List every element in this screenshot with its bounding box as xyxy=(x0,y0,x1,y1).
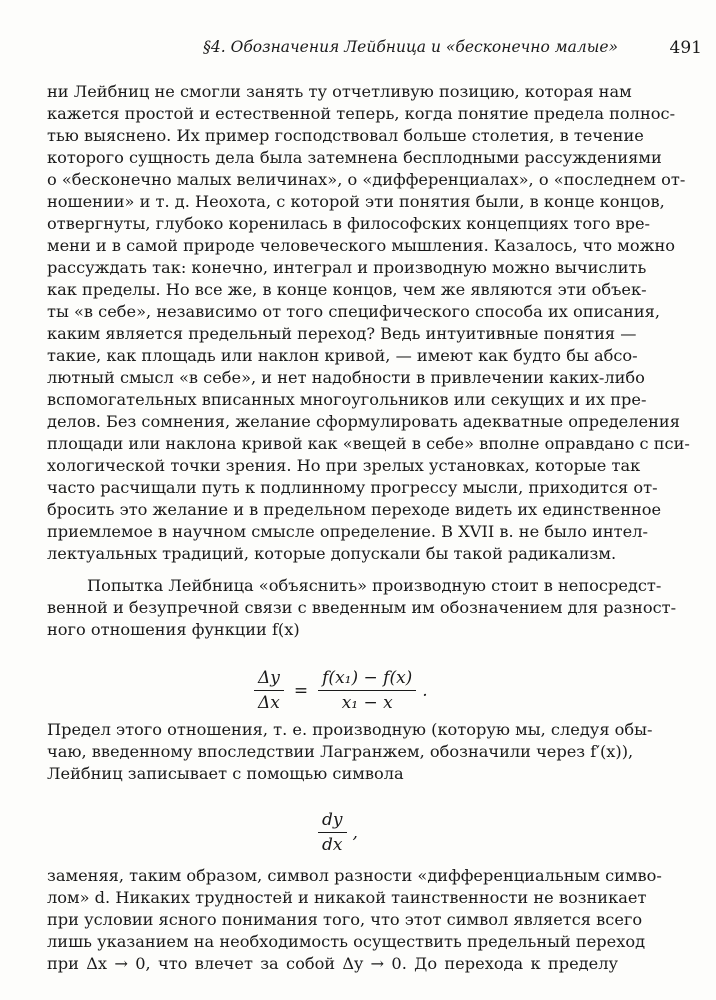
formula-punctuation: , xyxy=(352,822,358,843)
fraction-denominator: dx xyxy=(322,835,343,855)
text-line: мени и в самой природе человеческого мышления. Казалось, что можно xyxy=(47,236,676,255)
text-line: ного отношения функции f(x) xyxy=(47,620,300,639)
text-line: Попытка Лейбница «объяснить» производную стоит в непосредст- xyxy=(87,576,662,595)
text-line: ты «в себе», независимо от того специфического способа их описания, xyxy=(47,302,660,321)
fraction-lhs xyxy=(254,668,284,713)
text-line: такие, как площадь или наклон кривой, — имеют как будто бы абсо- xyxy=(47,346,638,365)
text-line: часто расчищали путь к подлинному прогрессу мысли, приходится от- xyxy=(47,478,658,497)
text-line: которого сущность дела была затемнена бесплодными рассуждениями xyxy=(47,148,662,167)
text-line: чаю, введенному впоследствии Лагранжем, обозначили через f′(x)), xyxy=(47,742,634,761)
text-line: венной и безупречной связи с введенным им обозначением для разност- xyxy=(47,598,677,617)
text-line: отвергнуты, глубоко коренилась в философских концепциях того вре- xyxy=(47,214,651,233)
text-line: лишь указанием на необходимость осуществить предельный переход xyxy=(47,932,646,951)
text-line: кажется простой и естественной теперь, когда понятие предела полнос- xyxy=(47,104,676,123)
fraction-dy-dx xyxy=(318,810,347,855)
running-title: §4. Обозначения Лейбница и «бесконечно малые» xyxy=(203,38,618,56)
text-line: ни Лейбниц не смогли занять ту отчетливую позицию, которая нам xyxy=(47,82,632,101)
fraction-numerator: dy xyxy=(318,810,347,833)
text-line: бросить это желание и в предельном переходе видеть их единственное xyxy=(47,500,662,519)
text-line: лектуальных традиций, которые допускали бы такой радикализм. xyxy=(47,544,617,563)
text-line: хологической точки зрения. Но при зрелых установках, которые так xyxy=(47,456,641,475)
text-line: как пределы. Но все же, в конце концов, чем же являются эти объек- xyxy=(47,280,647,299)
text-line: рассуждать так: конечно, интеграл и производную можно вычислить xyxy=(47,258,647,277)
text-line: Предел этого отношения, т. е. производную (которую мы, следуя обы- xyxy=(47,720,653,739)
text-line: заменяя, таким образом, символ разности «дифференциальным симво- xyxy=(47,866,662,885)
text-line: Лейбниц записывает с помощью символа xyxy=(47,764,404,783)
fraction-numerator: f(x₁) − f(x) xyxy=(318,668,416,691)
running-header xyxy=(148,38,702,58)
text-line: при условии ясного понимания того, что этот символ является всего xyxy=(47,910,643,929)
fraction-denominator: x₁ − x xyxy=(341,693,393,713)
page-number: 491 xyxy=(669,38,702,58)
difference-quotient-formula xyxy=(248,668,428,713)
text-line: лом» d. Никаких трудностей и никакой таинственности не возникает xyxy=(47,888,647,907)
text-line: площади или наклона кривой как «вещей в себе» вполне оправдано с пси- xyxy=(47,434,690,453)
text-line: о «бесконечно малых величинах», о «дифференциалах», о «последнем от- xyxy=(47,170,686,189)
derivative-symbol-formula xyxy=(312,810,358,855)
equals-sign: = xyxy=(293,680,309,701)
text-line: ношении» и т. д. Неохота, с которой эти понятия были, в конце концов, xyxy=(47,192,665,211)
text-line: каким является предельный переход? Ведь интуитивные понятия — xyxy=(47,324,637,343)
text-line: тью выяснено. Их пример господствовал больше столетия, в течение xyxy=(47,126,644,145)
text-line: лютный смысл «в себе», и нет надобности в привлечении каких-либо xyxy=(47,368,645,387)
fraction-rhs xyxy=(318,668,416,713)
fraction-numerator: Δy xyxy=(254,668,284,691)
formula-punctuation: . xyxy=(422,680,428,701)
fraction-denominator: Δx xyxy=(258,693,280,713)
text-line: вспомогательных вписанных многоугольников или секущих и их пре- xyxy=(47,390,647,409)
text-line: делов. Без сомнения, желание сформулировать адекватные определения xyxy=(47,412,680,431)
text-line: при Δx → 0, что влечет за собой Δy → 0. До перехода к пределу xyxy=(47,954,618,973)
text-line: приемлемое в научном смысле определение. В XVII в. не было интел- xyxy=(47,522,648,541)
